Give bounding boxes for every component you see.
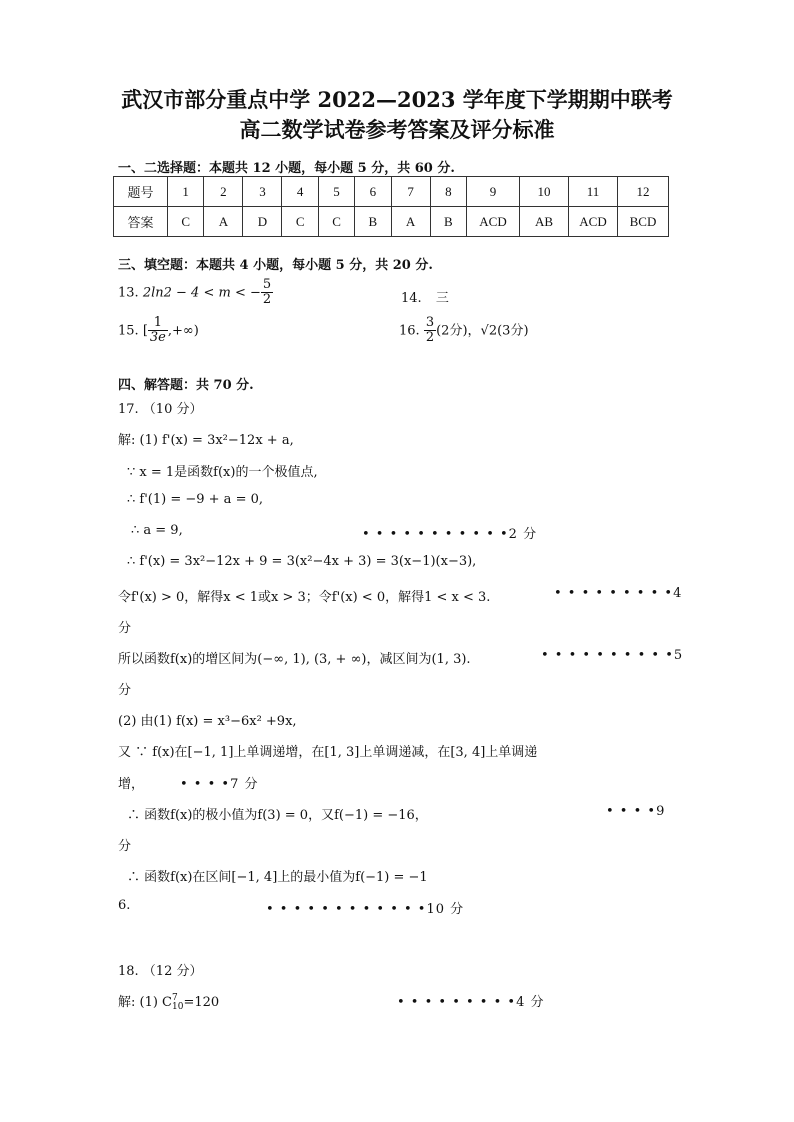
q17-line: ∴ 函数f(x)在区间[−1, 4]上的最小值为f(−1) = −1 (127, 870, 428, 885)
numerator: 3 (425, 315, 435, 330)
q18-line (118, 991, 219, 1012)
table-cell: 6 (355, 177, 391, 207)
combination-sub: 10 (172, 1001, 184, 1012)
q17-line: ∴ 函数f(x)的极小值为f(3) = 0，又f(−1) = −16， (127, 808, 428, 823)
score-mark: • • • •7 分 (180, 777, 259, 792)
table-cell: 12 (618, 177, 669, 207)
table-cell: A (391, 207, 430, 237)
score-part2: (3分) (497, 323, 529, 339)
answer-15 (118, 316, 199, 346)
table-cell: C (318, 207, 354, 237)
q17-line: ∵ x = 1是函数f(x)的一个极值点, (127, 465, 318, 480)
answer-table (113, 176, 669, 237)
question-number: 13. (118, 285, 139, 301)
document-subtitle: 高二数学试卷参考答案及评分标准 (239, 117, 555, 142)
q18-result: =120 (183, 995, 220, 1010)
combination-sup: 7 (172, 992, 178, 1003)
interval-tail: ,+∞) (167, 323, 199, 339)
q18-prefix: 解: (1) C (118, 995, 173, 1010)
fraction (424, 316, 436, 346)
table-cell: 5 (318, 177, 354, 207)
table-cell: B (430, 207, 466, 237)
q17-line: ∴ f'(1) = −9 + a = 0, (127, 492, 263, 507)
sqrt-value: √2 (480, 323, 498, 339)
question-number: 16. (399, 323, 420, 339)
row-label-number: 题号 (114, 177, 168, 207)
table-cell: 2 (204, 177, 243, 207)
table-cell: BCD (618, 207, 669, 237)
table-cell: ACD (467, 207, 520, 237)
table-cell: 11 (569, 177, 618, 207)
score-mark: • • • • • • • • • • •2 分 (362, 527, 538, 542)
q17-line: 又 ∵ f(x)在[−1, 1]上单调递增，在[1, 3]上单调递减，在[3, 4]上单调递 (118, 745, 538, 760)
q17-line: 分 (118, 621, 132, 636)
q17-line: (2) 由(1) f(x) = x³−6x² +9x, (118, 714, 297, 729)
score-mark: • • • • • • • • •4 分 (397, 995, 545, 1010)
table-cell: 9 (467, 177, 520, 207)
score-mark: • • • • • • • • • •5 (541, 648, 684, 663)
denominator: 3e (149, 330, 166, 346)
q18-title: 18. （12 分） (118, 964, 203, 979)
table-cell: D (243, 207, 282, 237)
question-number: 15. (118, 323, 139, 339)
q17-line: 增， (118, 777, 145, 792)
score-part1: (2分) (436, 323, 468, 339)
row-label-answer: 答案 (114, 207, 168, 237)
table-cell: C (168, 207, 204, 237)
question-number: 14. (401, 291, 422, 306)
answer-13 (118, 278, 273, 308)
score-mark: • • • • • • • • •4 (554, 586, 683, 601)
q17-line: 解: (1) f'(x) = 3x²−12x + a, (118, 433, 294, 448)
table-cell: 4 (282, 177, 318, 207)
q17-line: 分 (118, 683, 132, 698)
table-row-numbers (114, 177, 669, 207)
section-fill-heading: 三、填空题：本题共 4 小题，每小题 5 分，共 20 分. (118, 258, 433, 273)
numerator: 5 (262, 277, 272, 292)
q17-line: 6. (118, 898, 131, 913)
document-title: 武汉市部分重点中学 2022—2023 学年度下学期期中联考 (121, 87, 673, 112)
section-choice-heading: 一、二选择题：本题共 12 小题，每小题 5 分，共 60 分. (118, 161, 455, 176)
q17-line: 令f'(x) > 0，解得x < 1或x > 3；令f'(x) < 0，解得1 < x < 3. (118, 590, 491, 605)
q17-line: 分 (118, 839, 132, 854)
q17-title: 17. （10 分） (118, 402, 203, 417)
table-cell: 10 (520, 177, 569, 207)
q17-line: ∴ f'(x) = 3x²−12x + 9 = 3(x²−4x + 3) = 3(x−1)(x−3), (127, 554, 477, 569)
table-row-answers (114, 207, 669, 237)
answer-14-value: 三 (435, 291, 449, 306)
fraction (261, 278, 273, 308)
numerator: 1 (148, 316, 168, 331)
denominator: 2 (262, 292, 272, 308)
q17-line: ∴ a = 9, (131, 523, 183, 538)
denominator: 2 (425, 330, 435, 346)
section-solution-heading: 四、解答题：共 70 分. (118, 378, 254, 393)
table-cell: C (282, 207, 318, 237)
table-cell: 8 (430, 177, 466, 207)
table-cell: 1 (168, 177, 204, 207)
table-cell: B (355, 207, 391, 237)
table-cell: 3 (243, 177, 282, 207)
answer-16 (399, 316, 529, 346)
score-mark: • • • • • • • • • • • •10 分 (266, 902, 465, 917)
bracket-open: [ (142, 323, 148, 339)
separator: ， (467, 323, 481, 339)
table-cell: AB (520, 207, 569, 237)
table-cell: 7 (391, 177, 430, 207)
q17-line: 所以函数f(x)的增区间为(−∞, 1), (3, + ∞)，减区间为(1, 3). (118, 652, 471, 667)
answer-13-expr: 2ln2 − 4 < m < − (142, 285, 261, 301)
table-cell: A (204, 207, 243, 237)
answer-14 (401, 287, 449, 306)
fraction (148, 316, 168, 346)
table-cell: ACD (569, 207, 618, 237)
combination-index (172, 994, 183, 1012)
score-mark: • • • •9 (606, 804, 666, 819)
